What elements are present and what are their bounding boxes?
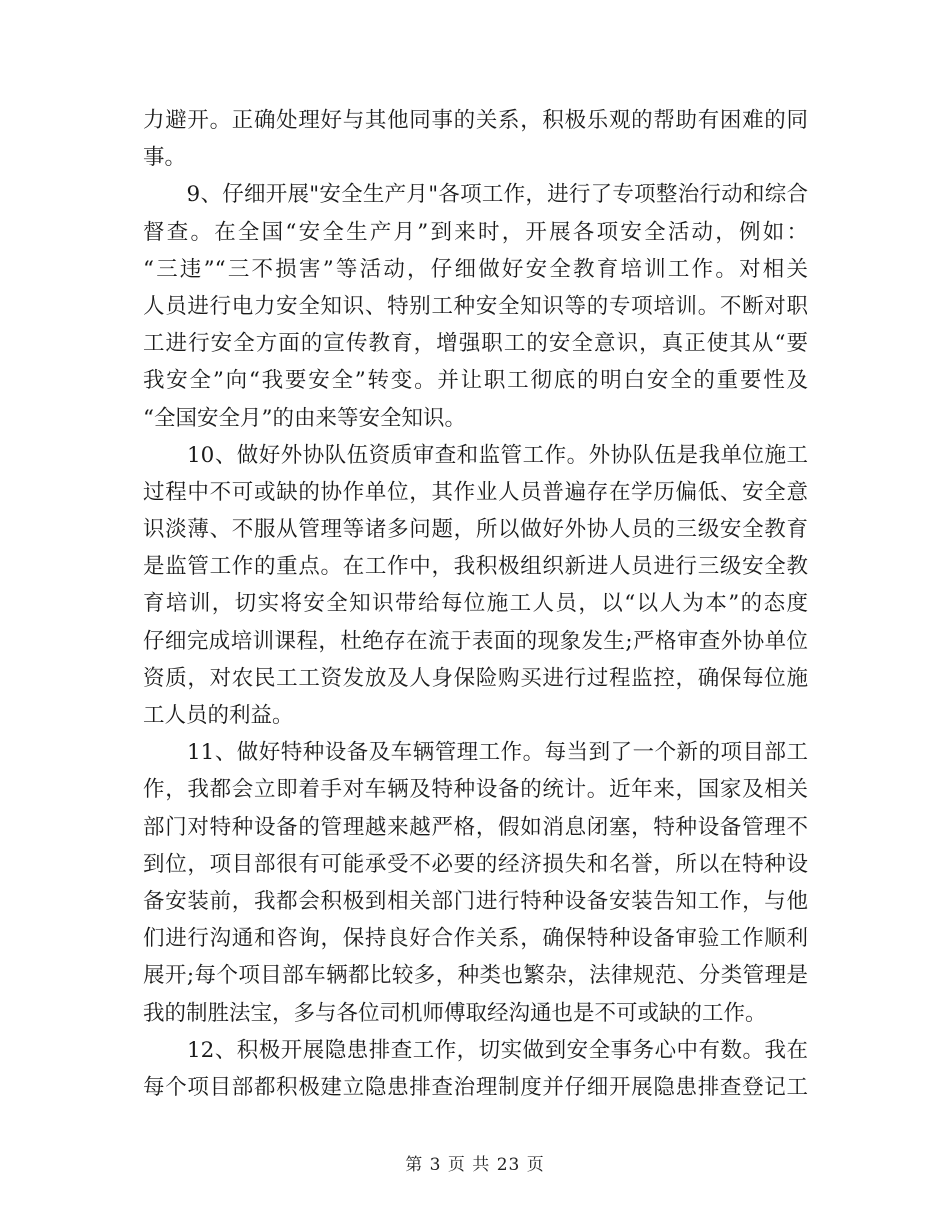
text-line: 人员进行电力安全知识、特别工种安全知识等的专项培训。不断对职	[143, 293, 808, 319]
text-line: 我的制胜法宝，多与各位司机师傅取经沟通也是不可或缺的工作。	[143, 1000, 767, 1026]
text-line: “三违”“三不损害”等活动，仔细做好安全教育培训工作。对相关	[143, 256, 808, 282]
document-body	[143, 102, 808, 1106]
text-line: 育培训，切实将安全知识带给每位施工人员，以“以人为本”的态度	[143, 591, 808, 617]
text-line: 过程中不可或缺的协作单位，其作业人员普遍存在学历偏低、安全意	[143, 479, 808, 505]
text-line: 工进行安全方面的宣传教育，增强职工的安全意识，真正使其从“要	[143, 331, 808, 357]
text-line: 仔细完成培训课程，杜绝存在流于表面的现象发生;严格审查外协单位	[143, 628, 808, 654]
text-line: 12、积极开展隐患排查工作，切实做到安全事务心中有数。我在	[143, 1037, 808, 1063]
text-line: 工人员的利益。	[143, 703, 294, 728]
text-line: 资质，对农民工工资发放及人身保险购买进行过程监控，确保每位施	[143, 665, 808, 691]
text-line: 备安装前，我都会积极到相关部门进行特种设备安装告知工作，与他	[143, 888, 808, 914]
text-line: 作，我都会立即着手对车辆及特种设备的统计。近年来，国家及相关	[143, 777, 808, 803]
page-number-footer: 第 3 页 共 23 页	[405, 1155, 545, 1175]
text-line: 每个项目部都积极建立隐患排查治理制度并仔细开展隐患排查登记工	[143, 1074, 808, 1100]
text-line: 们进行沟通和咨询，保持良好合作关系，确保特种设备审验工作顺利	[143, 926, 808, 952]
text-line: 9、仔细开展"安全生产月"各项工作，进行了专项整治行动和综合	[143, 182, 808, 208]
text-line: 到位，项目部很有可能承受不必要的经济损失和名誉，所以在特种设	[143, 851, 808, 877]
text-line: 事。	[143, 145, 187, 171]
text-line: 是监管工作的重点。在工作中，我积极组织新进人员进行三级安全教	[143, 554, 808, 580]
text-line: 识淡薄、不服从管理等诸多问题，所以做好外协人员的三级安全教育	[143, 517, 808, 543]
text-line: 我安全”向“我要安全”转变。并让职工彻底的明白安全的重要性及	[143, 368, 808, 394]
text-line: 督查。在全国“安全生产月”到来时，开展各项安全活动，例如：	[143, 219, 808, 245]
text-line: 部门对特种设备的管理越来越严格，假如消息闭塞，特种设备管理不	[143, 814, 808, 840]
text-line: “全国安全月”的由来等安全知识。	[143, 405, 466, 431]
text-line: 10、做好外协队伍资质审查和监管工作。外协队伍是我单位施工	[143, 442, 808, 468]
text-line: 力避开。正确处理好与其他同事的关系，积极乐观的帮助有困难的同	[143, 108, 808, 133]
text-line: 展开;每个项目部车辆都比较多，种类也繁杂，法律规范、分类管理是	[143, 963, 808, 989]
text-line: 11、做好特种设备及车辆管理工作。每当到了一个新的项目部工	[143, 740, 808, 766]
